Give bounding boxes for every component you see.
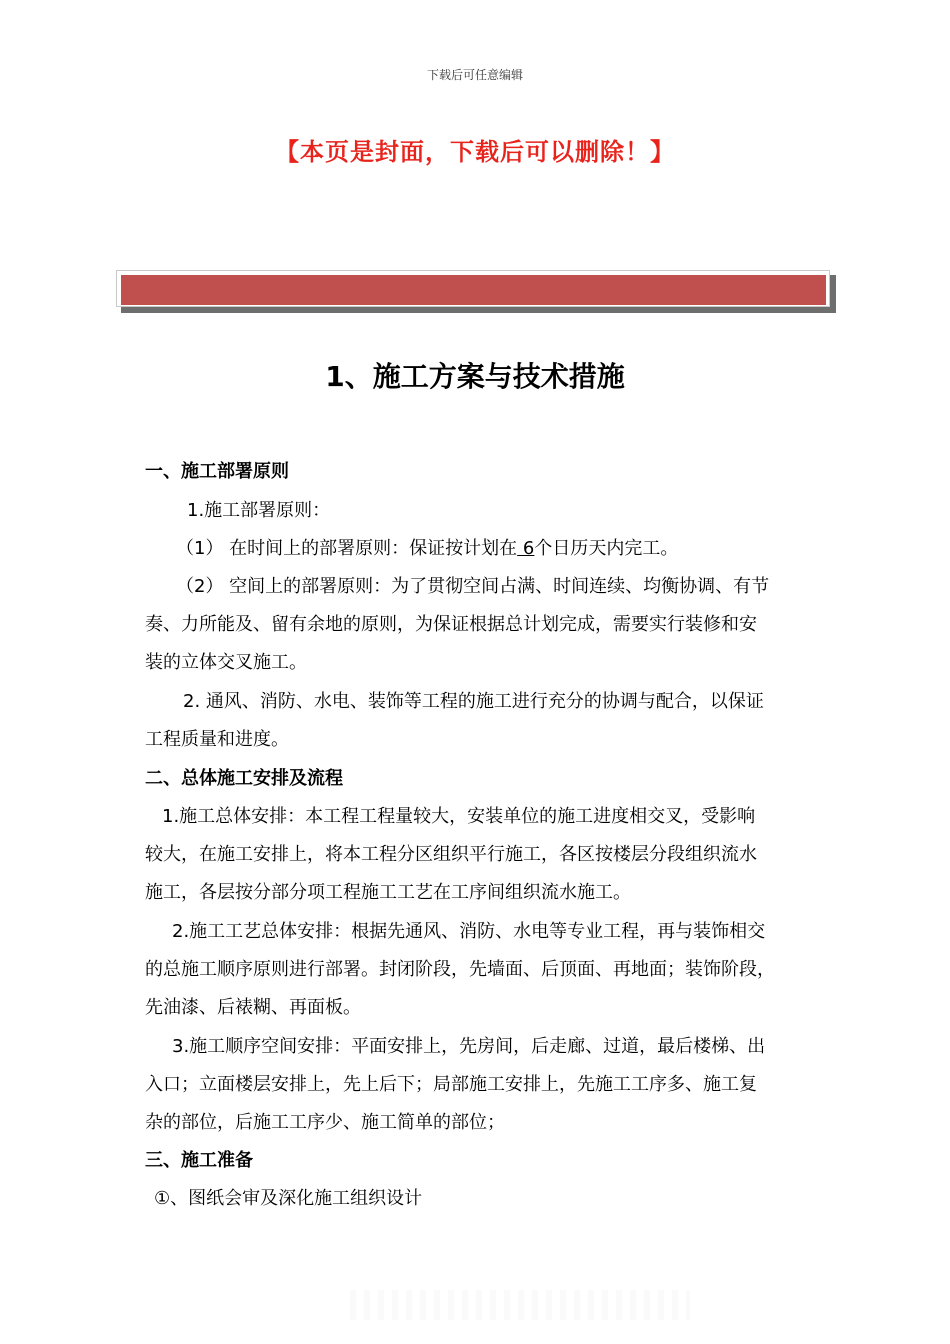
paragraph: 3.施工顺序空间安排：平面安排上，先房间，后走廊、过道，最后楼梯、出 [172,1036,766,1057]
paragraph: 的总施工顺序原则进行部署。封闭阶段，先墙面、后顶面、再地面；装饰阶段， [145,959,775,980]
paragraph: 1.施工部署原则： [187,500,331,521]
section-heading-3: 三、施工准备 [145,1150,253,1171]
paragraph [176,534,678,560]
title-banner-bar [121,275,826,305]
section-heading-1: 一、施工部署原则 [145,461,289,482]
faint-watermark [350,1290,690,1320]
paragraph: 入口；立面楼层安排上，先上后下；局部施工安排上，先施工工序多、施工复 [145,1074,757,1095]
text-run: （1） 在时间上的部署原则：保证按计划在 [176,538,518,559]
paragraph: 2.施工工艺总体安排：根据先通风、消防、水电等专业工程，再与装饰相交 [172,921,766,942]
paragraph: 2. 通风、消防、水电、装饰等工程的施工进行充分的协调与配合，以保证 [183,691,764,712]
page-header-note: 下载后可任意编辑 [426,68,523,82]
paragraph: 先油漆、后裱糊、再面板。 [145,997,361,1018]
day-count-value: 6 [517,538,535,559]
paragraph: 工程质量和进度。 [145,729,289,750]
paragraph: 施工，各层按分部分项工程施工工艺在工序间组织流水施工。 [145,882,631,903]
paragraph: 杂的部位，后施工工序少、施工简单的部位； [145,1112,505,1133]
section-heading-2: 二、总体施工安排及流程 [145,768,343,789]
document-title: 1、施工方案与技术措施 [325,360,625,393]
text-run: 个日历天内完工。 [534,538,679,559]
paragraph: 较大，在施工安排上，将本工程分区组织平行施工，各区按楼层分段组织流水 [145,844,757,865]
paragraph: 1.施工总体安排：本工程工程量较大，安装单位的施工进度相交叉，受影响 [162,806,756,827]
cover-delete-notice: 【本页是封面，下载后可以删除！】 [275,138,675,166]
paragraph: 奏、力所能及、留有余地的原则，为保证根据总计划完成，需要实行装修和安 [145,614,757,635]
paragraph: ①、图纸会审及深化施工组织设计 [154,1188,423,1209]
paragraph: （2） 空间上的部署原则：为了贯彻空间占满、时间连续、均衡协调、有节 [176,576,770,597]
paragraph: 装的立体交叉施工。 [145,652,307,673]
